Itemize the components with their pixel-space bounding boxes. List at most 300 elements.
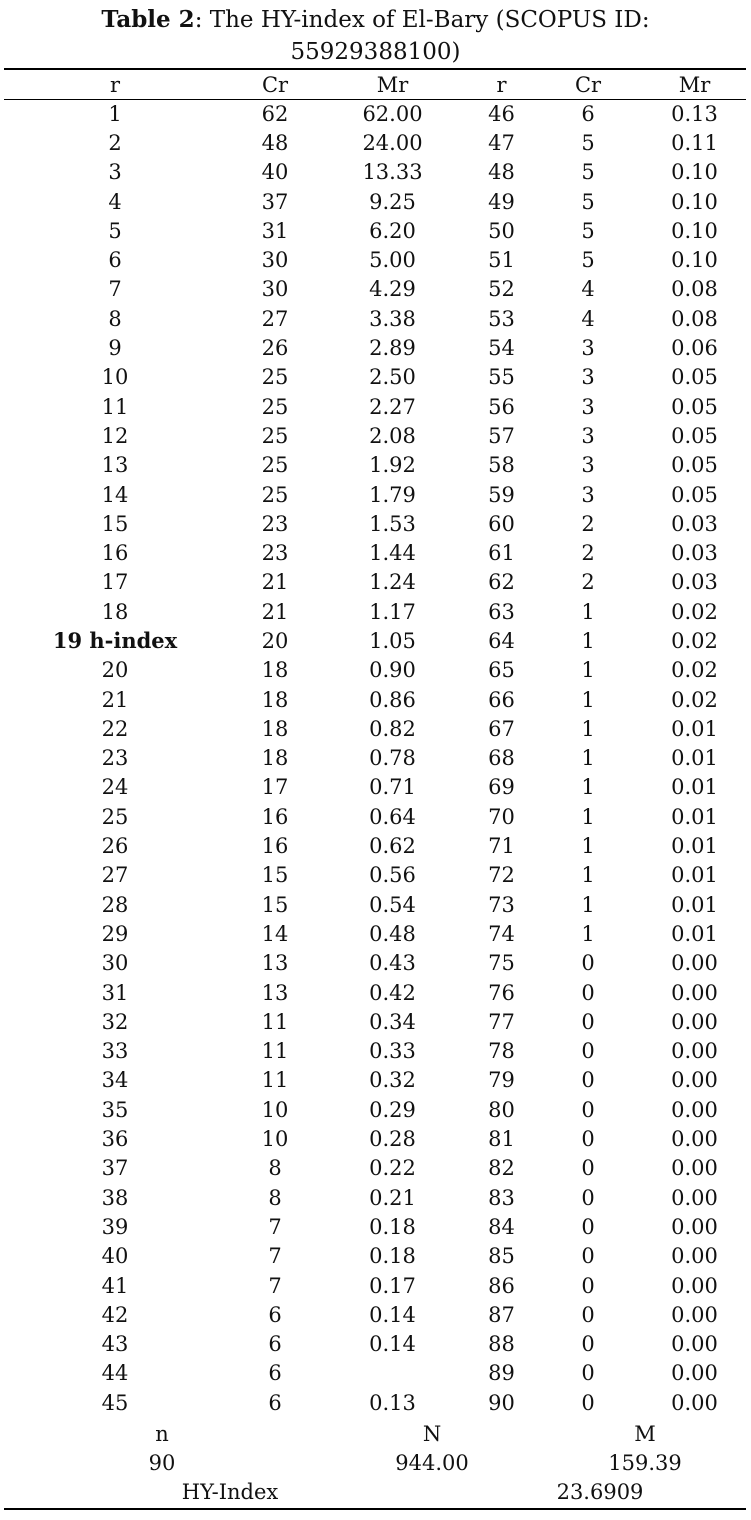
cell-cr-left: 6 — [268, 1332, 282, 1357]
cell-cr-right: 0 — [581, 1361, 595, 1386]
caption-text-continued: 55929388100) — [290, 39, 461, 65]
table-row — [0, 451, 751, 480]
cell-r-left: 21 — [101, 687, 129, 712]
cell-mr-right: 0.01 — [671, 892, 718, 917]
cell-r-right: 62 — [488, 570, 515, 595]
table-caption — [0, 4, 751, 68]
cell-r-left: 43 — [101, 1332, 129, 1357]
cell-r-right: 78 — [488, 1039, 515, 1064]
cell-mr-left: 0.28 — [369, 1127, 416, 1152]
cell-cr-left: 10 — [261, 1127, 289, 1152]
cell-cr-right: 0 — [581, 1390, 595, 1415]
cell-mr-right: 0.01 — [671, 716, 718, 741]
cell-mr-left: 0.78 — [369, 746, 416, 771]
cell-mr-right: 0.10 — [671, 248, 718, 273]
cell-r-left: 25 — [101, 804, 129, 829]
cell-r-left: 6 — [108, 248, 122, 273]
hy-index-value: 23.6909 — [556, 1480, 644, 1504]
cell-r-right: 57 — [488, 423, 515, 448]
cell-r-left: 27 — [101, 863, 129, 888]
total-citations-value: 944.00 — [395, 1451, 469, 1475]
cell-r-right: 80 — [488, 1097, 515, 1122]
cell-mr-right: 0.08 — [671, 277, 718, 302]
table-row — [0, 919, 751, 948]
cell-mr-left: 0.32 — [369, 1068, 416, 1093]
table-row — [0, 802, 751, 831]
cell-cr-left: 31 — [261, 218, 289, 243]
cell-r-right: 56 — [488, 394, 515, 419]
cell-r-left: 10 — [101, 365, 129, 390]
cell-cr-right: 4 — [581, 306, 595, 331]
cell-mr-left: 62.00 — [362, 101, 423, 126]
cell-cr-left: 17 — [261, 775, 289, 800]
table-row — [0, 480, 751, 509]
cell-r-left: 24 — [101, 775, 129, 800]
cell-cr-right: 1 — [581, 921, 595, 946]
cell-r-right: 61 — [488, 541, 515, 566]
cell-mr-right: 0.00 — [671, 1214, 718, 1239]
cell-r-right: 49 — [488, 189, 515, 214]
cell-r-right: 89 — [488, 1361, 515, 1386]
cell-cr-left: 11 — [261, 1009, 289, 1034]
cell-cr-right: 5 — [581, 189, 595, 214]
table-row — [0, 128, 751, 157]
cell-cr-left: 16 — [261, 834, 289, 859]
cell-cr-left: 11 — [261, 1039, 289, 1064]
cell-cr-right: 0 — [581, 1009, 595, 1034]
cell-cr-right: 0 — [581, 951, 595, 976]
cell-mr-left: 0.90 — [369, 658, 416, 683]
cell-cr-right: 0 — [581, 1068, 595, 1093]
cell-mr-right: 0.00 — [671, 1097, 718, 1122]
caption-text: : The HY-index of El-Bary (SCOPUS ID: — [194, 7, 650, 33]
cell-r-left: 19 h-index — [52, 628, 178, 654]
cell-r-left: 35 — [101, 1097, 129, 1122]
cell-cr-left: 13 — [261, 980, 289, 1005]
table-row — [0, 1124, 751, 1153]
cell-mr-right: 0.02 — [671, 599, 718, 624]
cell-cr-right: 3 — [581, 423, 595, 448]
header-cr-left: Cr — [261, 72, 289, 97]
table-row — [0, 99, 751, 128]
table-row — [0, 744, 751, 773]
cell-mr-left: 2.08 — [369, 423, 416, 448]
cell-r-right: 58 — [488, 453, 515, 478]
cell-mr-left: 1.24 — [369, 570, 416, 595]
cell-cr-left: 23 — [261, 511, 289, 536]
table-row — [0, 1095, 751, 1124]
cell-mr-right: 0.00 — [671, 1390, 718, 1415]
table-row — [0, 978, 751, 1007]
cell-r-right: 51 — [488, 248, 515, 273]
header-r-right: r — [496, 72, 507, 97]
n-label: n — [155, 1422, 169, 1446]
hy-index-label: HY-Index — [181, 1480, 279, 1504]
cell-mr-right: 0.10 — [671, 189, 718, 214]
cell-mr-right: 0.11 — [671, 130, 718, 155]
table-body — [0, 99, 751, 1417]
cell-cr-right: 3 — [581, 394, 595, 419]
cell-cr-left: 37 — [261, 189, 289, 214]
cell-mr-right: 0.05 — [671, 423, 718, 448]
table-row — [0, 1154, 751, 1183]
cell-cr-right: 2 — [581, 511, 595, 536]
cell-cr-right: 1 — [581, 863, 595, 888]
cell-cr-left: 11 — [261, 1068, 289, 1093]
cell-cr-left: 21 — [261, 570, 289, 595]
cell-mr-left: 0.14 — [369, 1302, 416, 1327]
cell-r-right: 76 — [488, 980, 515, 1005]
cell-cr-right: 0 — [581, 1273, 595, 1298]
cell-cr-right: 0 — [581, 1244, 595, 1269]
table-row — [0, 773, 751, 802]
cell-cr-left: 18 — [261, 658, 289, 683]
table-row — [0, 1183, 751, 1212]
cell-mr-left: 1.05 — [369, 628, 416, 653]
summary-values-row — [0, 1449, 751, 1478]
cell-r-left: 5 — [108, 218, 122, 243]
cell-r-left: 32 — [101, 1009, 129, 1034]
cell-cr-right: 5 — [581, 248, 595, 273]
cell-mr-left: 4.29 — [369, 277, 416, 302]
cell-cr-left: 21 — [261, 599, 289, 624]
cell-mr-left: 1.79 — [369, 482, 416, 507]
cell-r-right: 75 — [488, 951, 515, 976]
cell-r-right: 73 — [488, 892, 515, 917]
cell-r-right: 63 — [488, 599, 515, 624]
cell-cr-left: 6 — [268, 1302, 282, 1327]
cell-r-left: 20 — [101, 658, 129, 683]
cell-r-right: 70 — [488, 804, 515, 829]
cell-cr-right: 1 — [581, 628, 595, 653]
cell-r-right: 82 — [488, 1156, 515, 1181]
cell-mr-right: 0.02 — [671, 687, 718, 712]
cell-mr-right: 0.00 — [671, 951, 718, 976]
cell-cr-left: 14 — [261, 921, 289, 946]
cell-r-right: 54 — [488, 336, 515, 361]
cell-r-left: 26 — [101, 834, 129, 859]
cell-r-right: 86 — [488, 1273, 515, 1298]
cell-r-left: 14 — [101, 482, 129, 507]
cell-mr-left: 0.18 — [369, 1214, 416, 1239]
cell-cr-right: 1 — [581, 599, 595, 624]
cell-mr-left: 0.48 — [369, 921, 416, 946]
cell-mr-left — [320, 1359, 465, 1388]
table-row — [0, 861, 751, 890]
cell-r-left: 13 — [101, 453, 129, 478]
cell-r-left: 4 — [108, 189, 122, 214]
cell-cr-left: 7 — [268, 1244, 282, 1269]
cell-mr-left: 5.00 — [369, 248, 416, 273]
cell-r-right: 87 — [488, 1302, 515, 1327]
cell-mr-right: 0.00 — [671, 1361, 718, 1386]
cell-r-right: 74 — [488, 921, 515, 946]
cell-mr-right: 0.10 — [671, 160, 718, 185]
cell-mr-left: 3.38 — [369, 306, 416, 331]
cell-r-right: 68 — [488, 746, 515, 771]
table-row — [0, 1329, 751, 1358]
cell-mr-left: 0.54 — [369, 892, 416, 917]
table-row — [0, 1007, 751, 1036]
cell-mr-left: 0.56 — [369, 863, 416, 888]
cell-mr-left: 0.18 — [369, 1244, 416, 1269]
cell-r-right: 77 — [488, 1009, 515, 1034]
cell-cr-right: 0 — [581, 980, 595, 1005]
cell-cr-right: 1 — [581, 716, 595, 741]
cell-cr-right: 3 — [581, 482, 595, 507]
cell-mr-left: 1.44 — [369, 541, 416, 566]
cell-cr-right: 3 — [581, 336, 595, 361]
table-row — [0, 275, 751, 304]
cell-mr-right: 0.00 — [671, 1068, 718, 1093]
cell-cr-right: 1 — [581, 775, 595, 800]
cell-mr-right: 0.05 — [671, 365, 718, 390]
cell-cr-left: 25 — [261, 482, 289, 507]
cell-mr-left: 2.50 — [369, 365, 416, 390]
table-row — [0, 538, 751, 567]
cell-mr-right: 0.01 — [671, 804, 718, 829]
cell-r-left: 8 — [108, 306, 122, 331]
cell-r-left: 16 — [101, 541, 129, 566]
cell-cr-right: 3 — [581, 453, 595, 478]
cell-cr-left: 26 — [261, 336, 289, 361]
cell-cr-right: 1 — [581, 687, 595, 712]
cell-r-right: 72 — [488, 863, 515, 888]
cell-mr-right: 0.00 — [671, 1332, 718, 1357]
cell-mr-left: 1.53 — [369, 511, 416, 536]
cell-r-left: 44 — [101, 1361, 129, 1386]
cell-cr-left: 15 — [261, 892, 289, 917]
cell-r-left: 38 — [101, 1185, 129, 1210]
table-row — [0, 304, 751, 333]
cell-cr-left: 27 — [261, 306, 289, 331]
cell-mr-left: 0.29 — [369, 1097, 416, 1122]
table-row — [0, 333, 751, 362]
cell-cr-right: 0 — [581, 1185, 595, 1210]
cell-mr-right: 0.02 — [671, 628, 718, 653]
table-row — [0, 392, 751, 421]
table-row — [0, 216, 751, 245]
cell-mr-right: 0.00 — [671, 1156, 718, 1181]
cell-r-right: 52 — [488, 277, 515, 302]
cell-cr-left: 23 — [261, 541, 289, 566]
cell-r-left: 17 — [101, 570, 129, 595]
cell-r-right: 64 — [488, 628, 515, 653]
table-row — [0, 421, 751, 450]
cell-r-left: 41 — [101, 1273, 129, 1298]
cell-mr-left: 0.64 — [369, 804, 416, 829]
cell-cr-right: 0 — [581, 1302, 595, 1327]
cell-r-left: 31 — [101, 980, 129, 1005]
cell-cr-right: 0 — [581, 1127, 595, 1152]
cell-mr-left: 6.20 — [369, 218, 416, 243]
cell-mr-right: 0.05 — [671, 394, 718, 419]
cell-cr-left: 48 — [261, 130, 289, 155]
cell-cr-left: 13 — [261, 951, 289, 976]
cell-mr-right: 0.01 — [671, 834, 718, 859]
cell-cr-right: 5 — [581, 218, 595, 243]
summary-block — [0, 1420, 751, 1507]
cell-cr-right: 1 — [581, 804, 595, 829]
cell-mr-right: 0.03 — [671, 511, 718, 536]
cell-r-right: 55 — [488, 365, 515, 390]
cell-cr-left: 7 — [268, 1273, 282, 1298]
cell-mr-right: 0.05 — [671, 482, 718, 507]
n-value: 90 — [148, 1451, 176, 1475]
summary-labels-row — [0, 1420, 751, 1449]
cell-mr-left: 0.17 — [369, 1273, 416, 1298]
cell-cr-left: 25 — [261, 394, 289, 419]
table-row — [0, 656, 751, 685]
cell-mr-right: 0.01 — [671, 775, 718, 800]
cell-r-right: 50 — [488, 218, 515, 243]
cell-mr-right: 0.00 — [671, 1009, 718, 1034]
cell-r-left: 15 — [101, 511, 129, 536]
table-row — [0, 1037, 751, 1066]
cell-r-right: 84 — [488, 1214, 515, 1239]
table-row — [0, 890, 751, 919]
table-row — [0, 1359, 751, 1388]
cell-mr-right: 0.10 — [671, 218, 718, 243]
cell-r-left: 45 — [101, 1390, 129, 1415]
cell-mr-left: 0.21 — [369, 1185, 416, 1210]
cell-mr-left: 2.27 — [369, 394, 416, 419]
cell-cr-left: 25 — [261, 365, 289, 390]
header-mr-right: Mr — [678, 72, 711, 97]
cell-r-left: 42 — [101, 1302, 129, 1327]
cell-mr-left: 0.33 — [369, 1039, 416, 1064]
cell-mr-right: 0.01 — [671, 863, 718, 888]
cell-mr-right: 0.00 — [671, 1039, 718, 1064]
cell-mr-left: 2.89 — [369, 336, 416, 361]
cell-r-right: 83 — [488, 1185, 515, 1210]
table-row — [0, 626, 751, 655]
cell-cr-right: 1 — [581, 658, 595, 683]
table-row — [0, 1212, 751, 1241]
cell-r-right: 81 — [488, 1127, 515, 1152]
cell-r-left: 40 — [101, 1244, 129, 1269]
cell-cr-right: 1 — [581, 834, 595, 859]
table-row — [0, 685, 751, 714]
cell-mr-right: 0.00 — [671, 1127, 718, 1152]
header-mr-left: Mr — [376, 72, 409, 97]
cell-cr-right: 5 — [581, 130, 595, 155]
cell-r-right: 69 — [488, 775, 515, 800]
cell-cr-left: 16 — [261, 804, 289, 829]
cell-r-right: 53 — [488, 306, 515, 331]
cell-mr-left: 0.43 — [369, 951, 416, 976]
table-row — [0, 714, 751, 743]
cell-mr-left: 0.34 — [369, 1009, 416, 1034]
cell-mr-right: 0.00 — [671, 980, 718, 1005]
total-citations-label: N — [422, 1422, 442, 1446]
cell-mr-left: 0.62 — [369, 834, 416, 859]
cell-cr-right: 6 — [581, 101, 595, 126]
cell-mr-right: 0.06 — [671, 336, 718, 361]
cell-cr-left: 6 — [268, 1390, 282, 1415]
cell-cr-left: 8 — [268, 1185, 282, 1210]
cell-mr-left: 0.71 — [369, 775, 416, 800]
cell-r-left: 18 — [101, 599, 129, 624]
cell-cr-right: 3 — [581, 365, 595, 390]
cell-r-left: 22 — [101, 716, 129, 741]
cell-mr-left: 0.42 — [369, 980, 416, 1005]
cell-mr-left: 24.00 — [362, 130, 423, 155]
cell-mr-left: 0.14 — [369, 1332, 416, 1357]
table-row — [0, 568, 751, 597]
cell-r-left: 28 — [101, 892, 129, 917]
table-row — [0, 1300, 751, 1329]
cell-cr-right: 2 — [581, 570, 595, 595]
table-row — [0, 158, 751, 187]
cell-cr-left: 25 — [261, 453, 289, 478]
table-row — [0, 597, 751, 626]
cell-r-left: 30 — [101, 951, 129, 976]
cell-cr-left: 40 — [261, 160, 289, 185]
cell-r-left: 12 — [101, 423, 129, 448]
cell-r-left: 39 — [101, 1214, 129, 1239]
cell-r-right: 47 — [488, 130, 515, 155]
table-row — [0, 949, 751, 978]
cell-cr-left: 18 — [261, 746, 289, 771]
cell-mr-right: 0.03 — [671, 570, 718, 595]
cell-cr-right: 1 — [581, 746, 595, 771]
cell-cr-right: 0 — [581, 1039, 595, 1064]
cell-r-left: 36 — [101, 1127, 129, 1152]
m-label: M — [634, 1422, 656, 1446]
cell-cr-right: 1 — [581, 892, 595, 917]
table-header-row — [0, 70, 751, 99]
cell-mr-right: 0.01 — [671, 746, 718, 771]
table-row — [0, 1388, 751, 1417]
cell-mr-right: 0.00 — [671, 1244, 718, 1269]
bottom-rule — [4, 1508, 746, 1510]
hy-index-table — [0, 70, 751, 1417]
cell-cr-left: 15 — [261, 863, 289, 888]
cell-mr-right: 0.05 — [671, 453, 718, 478]
table-row — [0, 245, 751, 274]
table-row — [0, 1066, 751, 1095]
cell-r-left: 11 — [101, 394, 129, 419]
cell-r-left: 37 — [101, 1156, 129, 1181]
cell-r-right: 85 — [488, 1244, 515, 1269]
table-row — [0, 1271, 751, 1300]
table-row — [0, 1242, 751, 1271]
cell-mr-right: 0.13 — [671, 101, 718, 126]
cell-cr-right: 0 — [581, 1156, 595, 1181]
cell-mr-right: 0.01 — [671, 921, 718, 946]
table-row — [0, 363, 751, 392]
cell-r-right: 48 — [488, 160, 515, 185]
cell-cr-right: 4 — [581, 277, 595, 302]
cell-mr-right: 0.00 — [671, 1302, 718, 1327]
cell-r-right: 88 — [488, 1332, 515, 1357]
cell-mr-left: 13.33 — [362, 160, 423, 185]
cell-r-left: 9 — [108, 336, 122, 361]
cell-cr-right: 0 — [581, 1332, 595, 1357]
table-row — [0, 509, 751, 538]
cell-cr-left: 25 — [261, 423, 289, 448]
cell-mr-left: 0.22 — [369, 1156, 416, 1181]
cell-cr-left: 30 — [261, 248, 289, 273]
cell-r-left: 23 — [101, 746, 129, 771]
cell-r-right: 90 — [488, 1390, 515, 1415]
header-cr-right: Cr — [574, 72, 602, 97]
cell-mr-left: 0.86 — [369, 687, 416, 712]
cell-mr-left: 0.82 — [369, 716, 416, 741]
cell-mr-left: 9.25 — [369, 189, 416, 214]
hy-index-row — [0, 1478, 751, 1507]
